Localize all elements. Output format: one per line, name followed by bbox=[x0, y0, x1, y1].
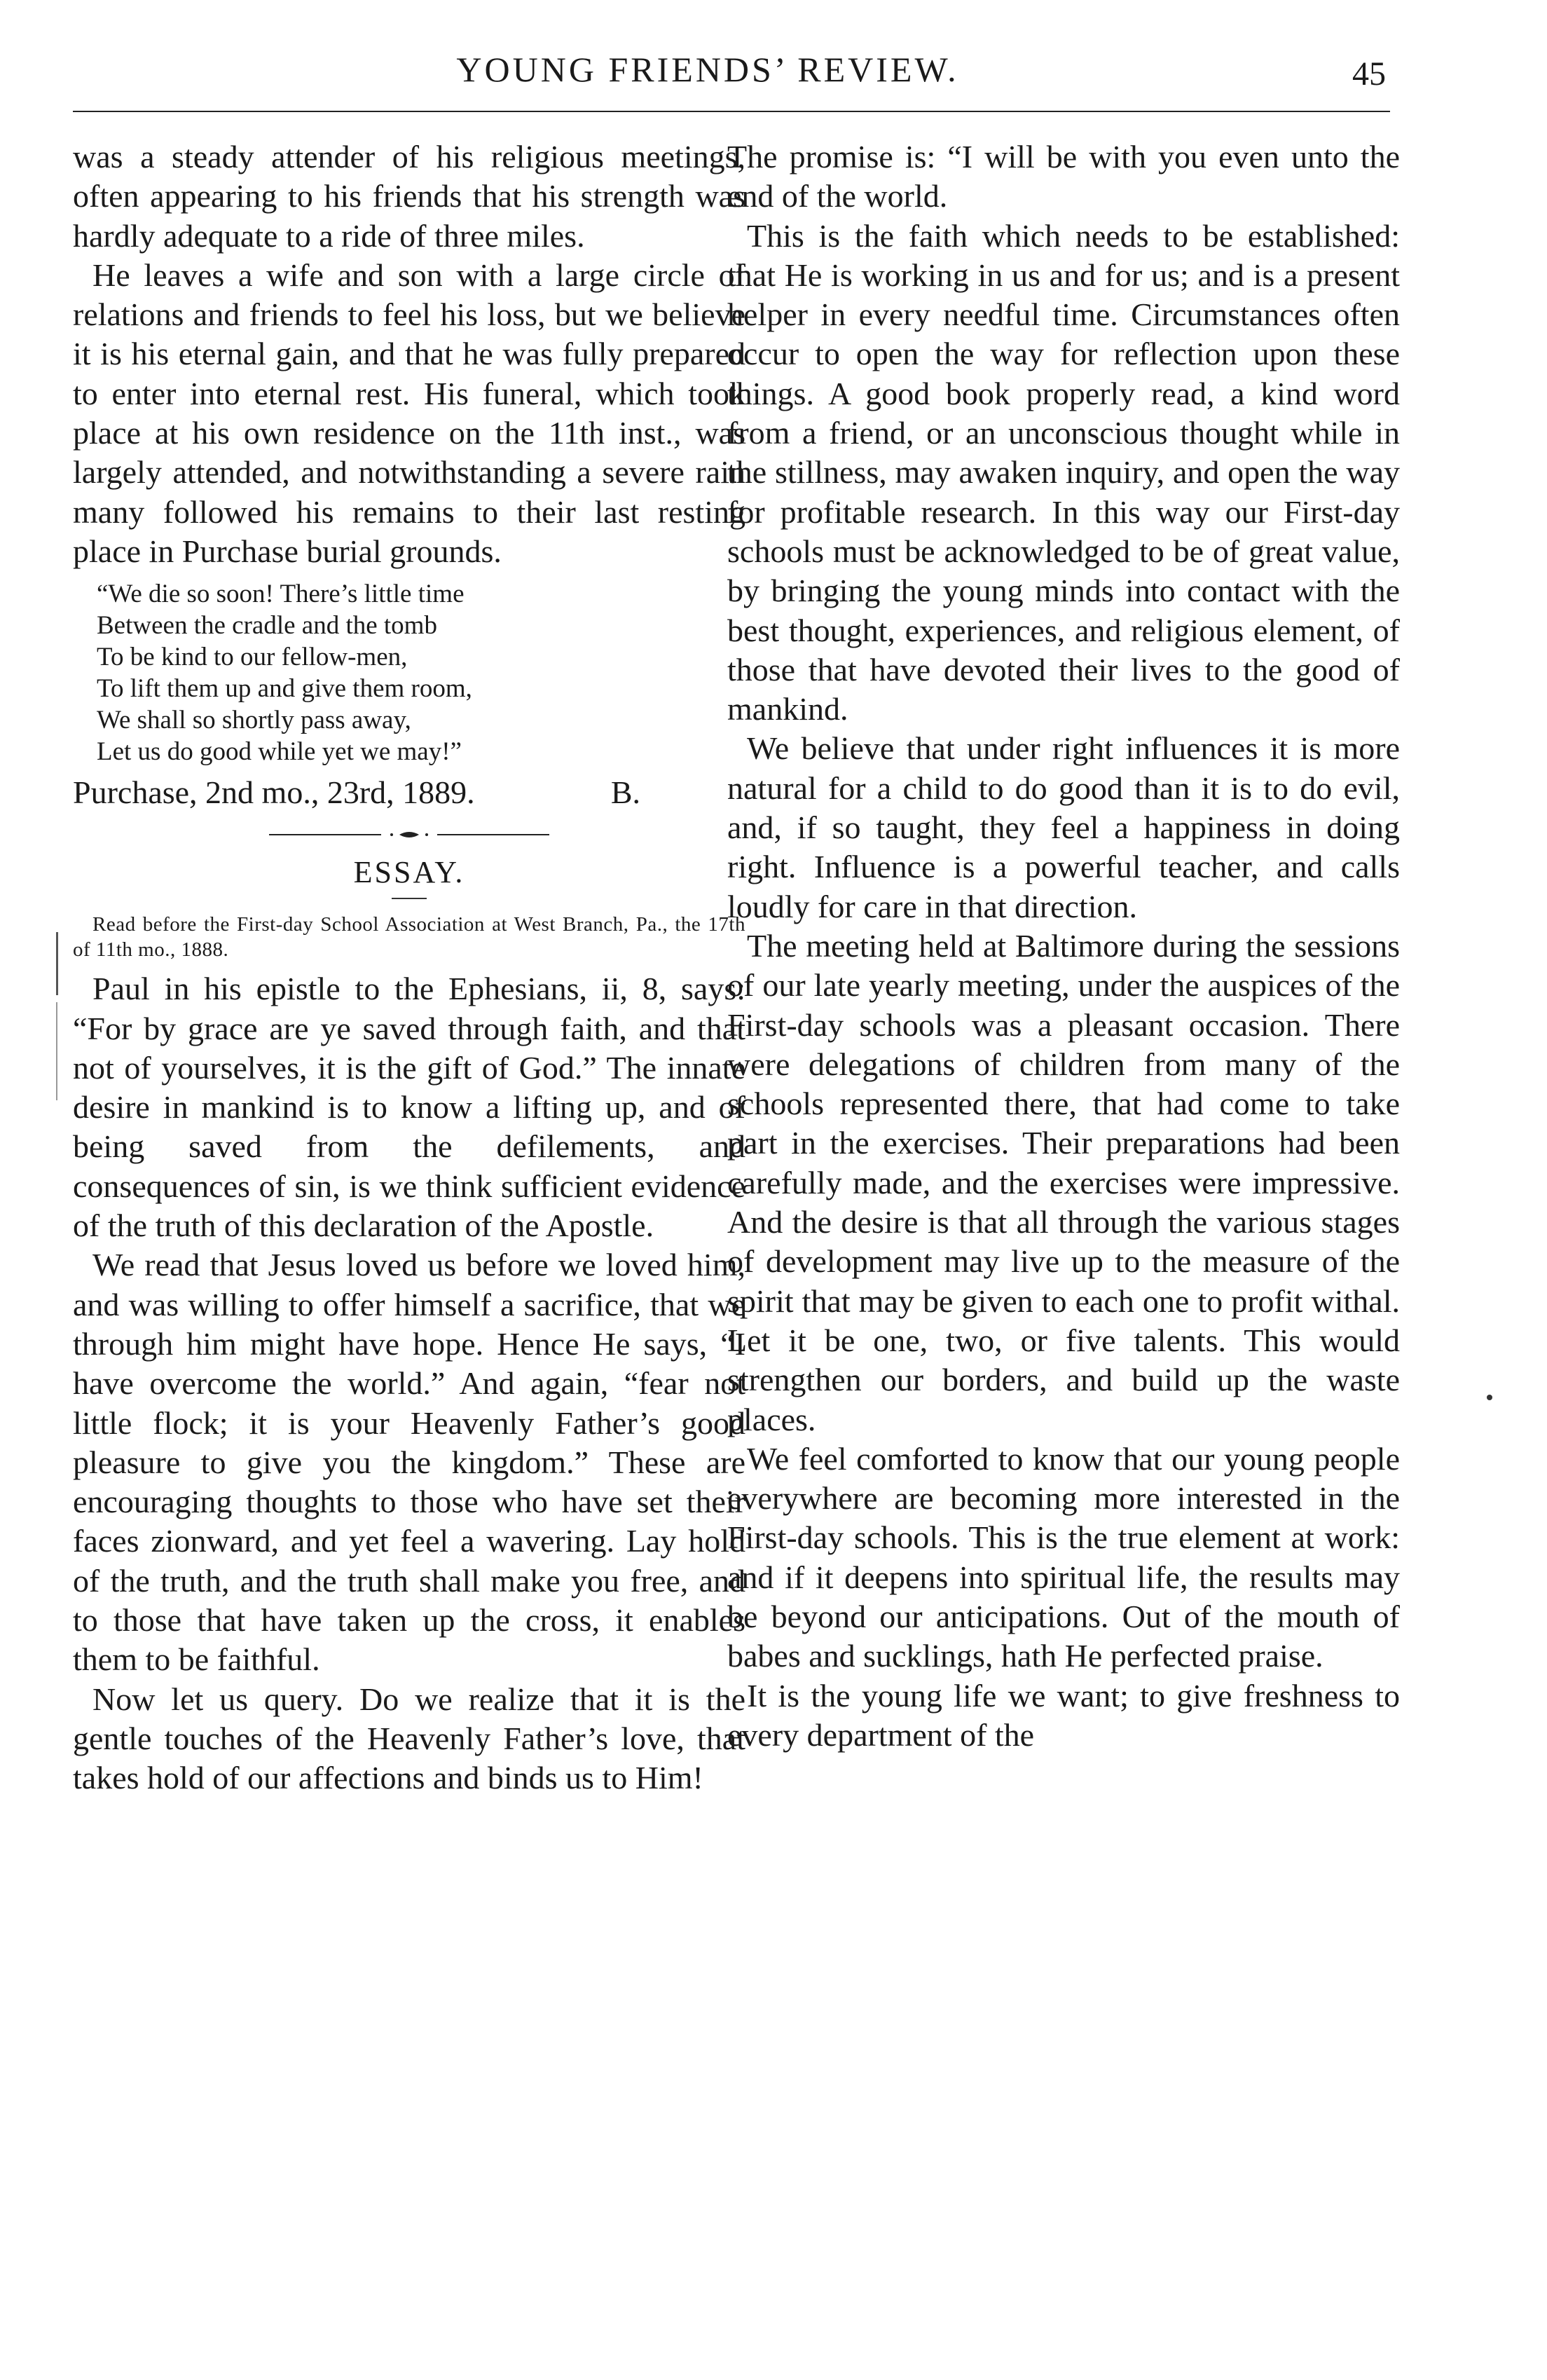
essay-paragraph-3: Now let us query. Do we realize that it is the gentle touches of the Heavenly Father’s love, that takes hold of our affections and binds us to Him! bbox=[73, 1681, 745, 1796]
poem-line: To lift them up and give them room, bbox=[97, 674, 472, 704]
poem-line: We shall so shortly pass away, bbox=[97, 706, 411, 735]
essay-paragraph-2: We read that Jesus loved us before we loved him, and was willing to offer himself a sacrifice, that we through him might have hope. Hence He says, “I have overcome the world.” And again, “fear not little flock; it is your Heavenly Father’s good pleasure to give you the kingdom.” These are encouraging thoughts to those who have set their faces zionward, and yet feel a wavering. Lay hold of the truth, and the truth shall make you free, and to those that have taken up the cross, it enables them to be faithful. bbox=[73, 1247, 745, 1678]
header-rule bbox=[73, 111, 1390, 112]
obituary-paragraph-1: was a steady attender of his religious meetings, often appearing to his friends that his strength was hardly adequate to a ride of three miles. bbox=[73, 139, 745, 254]
poem-line: Let us do good while yet we may!” bbox=[97, 737, 462, 767]
running-title: YOUNG FRIENDS’ REVIEW. bbox=[456, 50, 959, 89]
left-column bbox=[73, 137, 745, 1798]
signoff bbox=[73, 773, 745, 812]
poem-line: Between the cradle and the tomb bbox=[97, 611, 437, 641]
essay-paragraph-1: Paul in his epistle to the Ephesians, ii, 8, says: “For by grace are ye saved through faith, and that not of yourselves, it is the gift of God.” The innate desire in mankind is to know a lifting up, and of being saved from the defilements, and consequences of sin, is we think sufficient evidence of the truth of this declaration of the Apostle. bbox=[73, 971, 745, 1244]
poem-line: To be kind to our fellow-men, bbox=[97, 643, 408, 672]
signoff-place-date: Purchase, 2nd mo., 23rd, 1889. bbox=[73, 774, 475, 811]
obituary-paragraph-2: He leaves a wife and son with a large circle of relations and friends to feel his loss, but we believe it is his eternal gain, and that he was fully prepared to enter into eternal rest. His funeral, which took place at his own residence on the 11th inst., was largely attended, and notwithstanding a severe rain many followed his remains to their last resting place in Purchase burial grounds. bbox=[73, 257, 745, 569]
right-paragraph-5: We feel comforted to know that our young people everywhere are becoming more interested in the First-day schools. This is the true element at work: and if it deepens into spiritual life, the results may be beyond our anticipations. Out of the mouth of babes and sucklings, hath He perfected praise. bbox=[727, 1440, 1400, 1674]
page-number: 45 bbox=[1352, 55, 1386, 93]
right-paragraph-3: We believe that under right influences it is more natural for a child to do good than it is to do evil, and, if so taught, they feel a happiness in doing right. Influence is a powerful teacher, and calls loudly for care in that direction. bbox=[727, 730, 1400, 924]
right-paragraph-6: It is the young life we want; to give freshness to every department of the bbox=[727, 1677, 1400, 1753]
heading-short-rule bbox=[392, 898, 427, 899]
right-paragraph-4: The meeting held at Baltimore during the sessions of our late yearly meeting, under the auspices of the First-day schools was a pleasant occasion. There were delegations of children from many of the schools represented there, that had come to take part in the exercises. Their preparations had been carefully made, and the exercises were impressive. And the desire is that all through the various stages of development may live up to the measure of the spirit that may be given to each one to profit withal. Let it be one, two, or five talents. This would strengthen our borders, and build up the waste places. bbox=[727, 927, 1400, 1437]
margin-dot bbox=[1487, 1395, 1492, 1400]
running-head bbox=[0, 49, 1547, 98]
margin-rule-mark bbox=[56, 932, 58, 995]
poem-stanza bbox=[97, 578, 745, 767]
essay-heading: ESSAY. bbox=[353, 855, 465, 890]
right-paragraph-1: The promise is: “I will be with you even unto the end of the world. bbox=[727, 139, 1400, 214]
right-paragraph-2: This is the faith which needs to be established: that He is working in us and for us; and is a present helper in every needful time. Circumstances often occur to open the way for reflection upon these things. A good book properly read, a kind word from a friend, or an unconscious thought while in the stillness, may awaken inquiry, and open the way for profitable research. In this way our First-day schools must be acknowledged to be of great value, by bringing the young minds into contact with the best thought, experiences, and religious element, of those that have devoted their lives to the good of mankind. bbox=[727, 217, 1400, 727]
margin-rule-mark bbox=[56, 1002, 57, 1100]
section-divider-ornament bbox=[73, 821, 745, 849]
essay-note: Read before the First-day School Association at West Branch, Pa., the 17th of 11th mo., 1888. bbox=[73, 913, 745, 962]
signoff-initial: B. bbox=[610, 774, 640, 811]
poem-line: “We die so soon! There’s little time bbox=[97, 580, 465, 609]
right-column bbox=[727, 137, 1400, 1755]
